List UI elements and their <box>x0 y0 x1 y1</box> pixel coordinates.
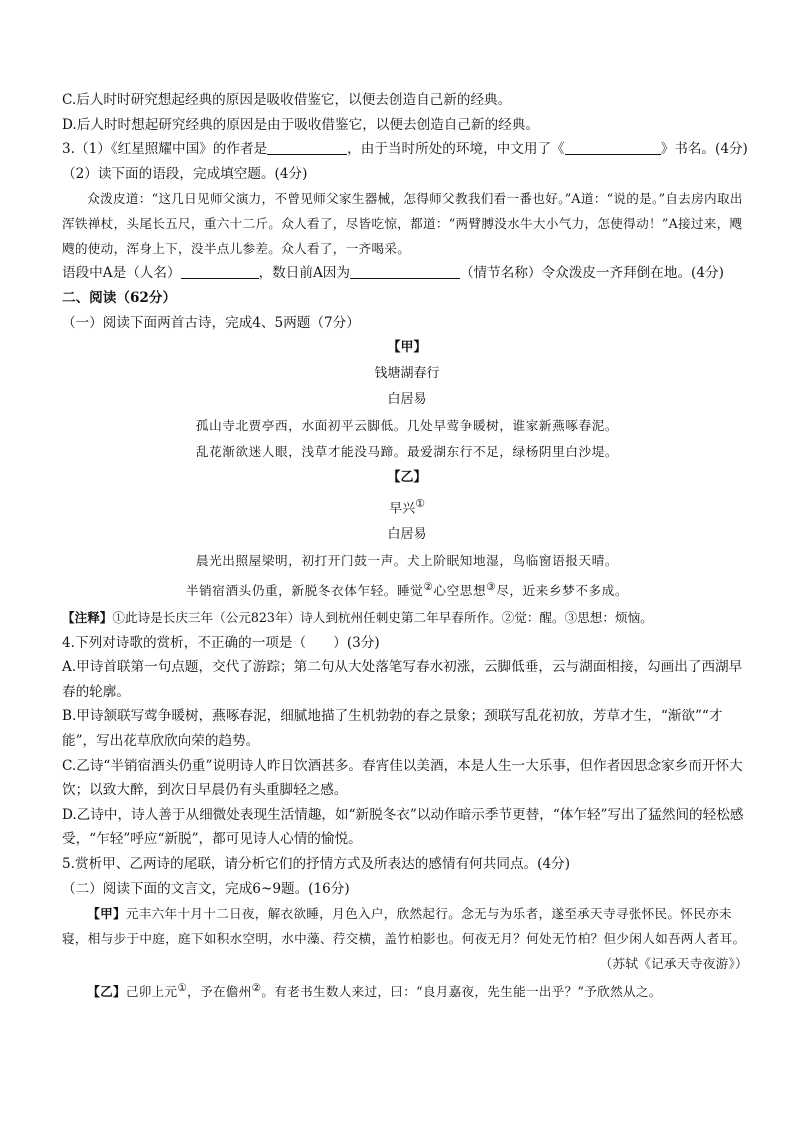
poem-2-line-1: 晨光出照屋梁明，初打开门鼓一声。犬上阶眠知地湿，鸟临窗语报天晴。 <box>195 553 619 569</box>
q3a-suffix: 》书名。(4分) <box>660 141 748 158</box>
classical-yi-c: 。有老书生数人来过，曰：“良月嘉夜，先生能一出乎？”予欣然从之。 <box>261 984 662 1000</box>
answer-blank-person-name[interactable] <box>181 264 259 279</box>
section-2-heading: 二、阅读（62分） <box>62 289 177 306</box>
classical-yi-tag: 【乙】 <box>87 984 126 1000</box>
poem-1-line-2: 乱花渐欲迷人眼，浅草才能没马蹄。最爱湖东行不足，绿杨阴里白沙堤。 <box>195 444 619 460</box>
poem-2-line-2-a: 半销宿酒头仍重，新脱冬衣体乍轻。睡觉 <box>185 583 424 599</box>
classical-yi-a: 己卯上元 <box>125 984 178 1000</box>
exam-page <box>62 88 752 1004</box>
poem-2-line-2-b: 心空思想 <box>433 583 487 599</box>
question-4-option-c: C.乙诗“半销宿酒头仍重”说明诗人昨日饮酒甚多。春宵佳以美酒，本是人生一大乐事，但作者因思念家乡而开怀大饮；以致大醉，到次日早晨仍有头重脚轻之感。 <box>62 757 743 799</box>
annotation <box>62 605 752 631</box>
classical-text-yi <box>62 976 752 1004</box>
q3c-middle: ，数日前A因为 <box>258 265 350 282</box>
footnote-marker: ① <box>177 982 188 995</box>
subsection-2-heading: （二）阅读下面的文言文，完成6~9题。(16分) <box>62 880 350 897</box>
annotation-label: 【注释】 <box>62 609 113 625</box>
q3c-prefix: 语段中A是（人名） <box>62 265 181 282</box>
poem-2-author: 白居易 <box>387 527 427 543</box>
classical-text-jia <box>62 901 752 951</box>
subsection-1-heading: （一）阅读下面两首古诗，完成4、5两题（7分） <box>62 314 360 331</box>
classical-yi-b: ，予在儋州 <box>187 984 252 1000</box>
footnote-marker: ② <box>251 982 262 995</box>
annotation-text: ①此诗是长庆三年（公元823年）诗人到杭州任刺史第二年早春所作。②觉：醒。③思想：烦恼。 <box>112 609 653 625</box>
option-d: D.后人时时想起研究经典的原因是由于吸收借鉴它，以便去创造自己新的经典。 <box>62 116 539 133</box>
poem-2-line-2 <box>62 574 752 604</box>
answer-blank-plot-name[interactable] <box>350 264 460 279</box>
question-3-part-1 <box>62 137 752 162</box>
poem-2-title-text: 早兴 <box>389 501 416 517</box>
q3a-prefix: 3.（1）《红星照耀中国》的作者是 <box>62 141 268 158</box>
question-4: 4.下列对诗歌的赏析，不正确的一项是（ ）(3分) <box>62 634 380 651</box>
q3a-middle: ，由于当时所处的环境，中文用了《 <box>347 141 565 158</box>
poem-1-title: 钱塘湖春行 <box>374 366 440 382</box>
question-3-part-3 <box>62 261 752 286</box>
footnote-marker: ③ <box>486 581 497 594</box>
poem-yi-tag: 【乙】 <box>387 470 427 486</box>
question-5: 5.赏析甲、乙两诗的尾联，请分析它们的抒情方式及所表达的感情有何共同点。(4分) <box>62 856 571 873</box>
question-4-option-b: B.甲诗颔联写莺争暖树，燕啄春泥，细腻地描了生机勃勃的春之景象；颈联写乱花初放，芳草才生，“渐欲”“才能”，写出花草欣欣向荣的趋势。 <box>62 708 723 750</box>
poem-jia-tag: 【甲】 <box>387 340 427 356</box>
classical-jia-text: 元丰六年十月十二日夜，解衣欲睡，月色入户，欣然起行。念无与为乐者，遂至承天寺寻张怀民。怀民亦未寝，相与步于中庭，庭下如积水空明，水中藻、荇交横，盖竹柏影也。何夜无月？何处无竹柏？但少闲人如吾两人者耳。 <box>62 906 746 947</box>
classical-jia-source: （苏轼《记承天寺夜游》） <box>599 956 748 972</box>
answer-blank-book-title[interactable] <box>565 140 661 155</box>
classical-jia-tag: 【甲】 <box>87 906 126 922</box>
reading-passage: 众泼皮道：“这几日见师父演力，不曾见师父家生器械，怎得师父教我们看一番也好。”A道：“说的是。”自去房内取出浑铁禅杖，头尾长五尺，重六十二斤。众人看了，尽皆吃惊，都道：“两臂膊没水牛大小气力，怎使得动！”A接过来，飕飕的使动，浑身上下，没半点儿参差。众人看了，一齐喝采。 <box>62 191 743 257</box>
poem-2-title <box>62 491 752 522</box>
question-4-option-a: A.甲诗首联第一句点题，交代了游踪；第二句从大处落笔写春水初涨，云脚低垂，云与湖面相接，勾画出了西湖早春的轮廓。 <box>62 659 743 700</box>
poem-2-line-2-c: 尽，近来乡梦不多成。 <box>496 583 629 599</box>
question-4-option-d: D.乙诗中，诗人善于从细微处表现生活情趣，如“新脱冬衣”以动作暗示季节更替，“体乍轻”写出了猛然间的轻松感受，“乍轻”呼应“新脱”，都可见诗人心情的愉悦。 <box>62 806 744 848</box>
footnote-marker: ② <box>423 581 434 594</box>
answer-blank-author[interactable] <box>267 140 347 155</box>
option-c: C.后人时时研究想起经典的原因是吸收借鉴它，以便去创造自己新的经典。 <box>62 92 512 108</box>
poem-1-line-1: 孤山寺北贾亭西，水面初平云脚低。几处早莺争暖树，谁家新燕啄春泥。 <box>195 418 619 434</box>
poem-1-author: 白居易 <box>387 392 427 408</box>
question-3-part-2: （2）读下面的语段，完成填空题。(4分) <box>62 165 308 182</box>
footnote-marker: ① <box>415 497 425 511</box>
q3c-suffix: （情节名称）令众泼皮一齐拜倒在地。(4分) <box>459 265 724 282</box>
